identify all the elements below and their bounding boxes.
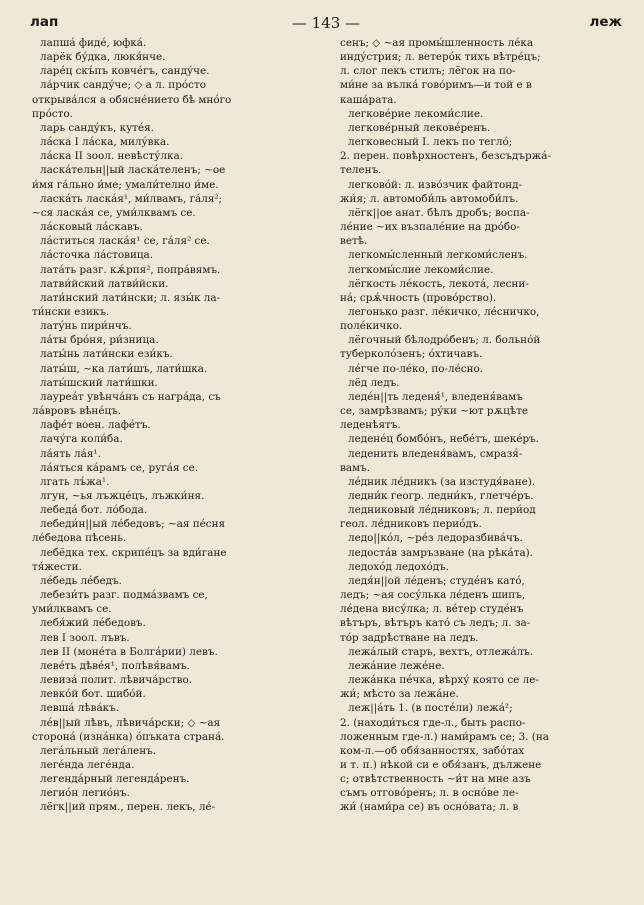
dictionary-line: каша́рата.	[340, 93, 397, 106]
dictionary-line: поле́кичко.	[340, 320, 403, 333]
dictionary-line: ми́не за вълка́ гово́римъ—и той е в	[340, 79, 532, 92]
dictionary-line: латви́йский латви́йски.	[40, 277, 169, 290]
dictionary-line: лёгочный бѣлодро́бенъ; л. больно́й	[348, 334, 541, 347]
dictionary-line: легковесный I. лекъ по тегло́;	[348, 136, 513, 149]
dictionary-line: лебеда́ бот. ло́бода.	[40, 504, 148, 517]
dictionary-line: лежа́ние леже́не.	[348, 659, 445, 672]
dictionary-line: тя́жести.	[32, 560, 82, 573]
dictionary-line: леве́ть дѣве́я¹, полѣвя́вамъ.	[40, 659, 190, 672]
dictionary-line: легио́н легио́нъ.	[40, 787, 130, 800]
dictionary-line: ла́ска II зоол. невѣсту́лка.	[40, 150, 183, 163]
header-right-guideword: леж	[589, 14, 622, 30]
dictionary-line: лёгк||ий прям., перен. лекъ, ле́-	[40, 801, 216, 814]
dictionary-line: и́мя га́льно и́ме; умали́телно и́ме.	[32, 178, 219, 191]
dictionary-line: легково́й: л. изво́зчик файтонд-	[348, 178, 523, 191]
page-header	[30, 14, 622, 36]
dictionary-line: ла́яться ка́рамъ се, руга́я се.	[40, 461, 199, 474]
dictionary-line: ла́ститься ласка́я¹ се, га́ля² се.	[40, 235, 210, 248]
dictionary-line: ларёк бу́дка, люкя́нче.	[40, 51, 166, 64]
dictionary-line: ле́бедова пѣсень.	[32, 532, 127, 545]
dictionary-line: жи́я; л. автомоби́ль автомоби́лъ.	[340, 192, 519, 205]
dictionary-line: ледя́н||ой ле́денъ; студе́нъ като́,	[348, 574, 525, 587]
dictionary-line: сторона́ (изна́нка) о́пъката страна́.	[32, 730, 225, 743]
dictionary-line: геол. ле́дниковъ перио́дъ.	[340, 518, 482, 531]
dictionary-line: левко́й бот. шибо́й.	[40, 688, 146, 701]
dictionary-line: ледниковый ле́дниковъ; л. пери́од	[348, 504, 536, 517]
dictionary-line: л. слог лекъ стилъ; лёгок на по-	[340, 65, 516, 78]
dictionary-line: леденѣятъ.	[340, 419, 401, 432]
dictionary-line: лёд ледъ.	[348, 376, 400, 389]
dictionary-line: легонько разг. ле́кичко, ле́сничко,	[348, 305, 540, 318]
dictionary-line: лгун, ~ья лъжце́цъ, лъжки́ня.	[40, 490, 205, 502]
dictionary-line: лачу́га коли́ба.	[40, 433, 123, 446]
dictionary-line: легкомы́слие лекоми́слие.	[348, 263, 494, 276]
dictionary-line: съмъ отгово́ренъ; л. в осно́ве ле-	[340, 787, 519, 800]
left-column	[32, 36, 328, 896]
dictionary-line: ледене́ц бомбо́нъ, небе́тъ, шеке́ръ.	[348, 433, 540, 446]
dictionary-line: открыва́лся а обясне́нието бѣ мно́го	[32, 93, 232, 106]
dictionary-line: ласка́тельн||ый ласка́теленъ; ~ое	[40, 164, 226, 177]
right-column	[340, 36, 630, 896]
dictionary-line: лебёдка тех. скрипе́цъ за вди́гане	[40, 546, 227, 559]
dictionary-line: левиза́ полит. лѣвича́рство.	[40, 674, 193, 687]
dictionary-line: уми́лквамъ се.	[32, 603, 112, 616]
dictionary-line: ларе́ц скъ́пъ ковче́гъ, санду́че.	[40, 65, 210, 78]
dictionary-line: ~ся ласка́я се, уми́лквамъ се.	[32, 206, 196, 219]
dictionary-line: ла́сковый ла́скавъ.	[40, 221, 143, 234]
dictionary-line: лебя́жий ле́бедовъ.	[40, 617, 146, 630]
dictionary-line: ледохо́д ледохо́дъ.	[348, 560, 450, 573]
dictionary-line: ла́ска I ла́ска, милу́вка.	[40, 136, 170, 149]
dictionary-line: ле́бедь ле́бедъ.	[40, 574, 122, 587]
dictionary-line: ла́ты бро́ня, ри́зница.	[40, 334, 159, 347]
dictionary-line: с; отвѣтственность ~и́т на мне азъ	[340, 773, 531, 786]
dictionary-line: ледни́к геогр. ледни́къ, глетче́ръ.	[348, 490, 534, 502]
dictionary-line: леж||а́ть 1. (в посте́ли) лежа́²;	[348, 702, 513, 715]
dictionary-line: лежа́лый старъ, вехтъ, отлежа́лъ.	[348, 645, 534, 658]
dictionary-line: лафе́т воен. лафе́тъ.	[40, 419, 151, 432]
dictionary-line: ком-л.—об обя́занностях, забо́тах	[340, 744, 525, 757]
dictionary-line: лату́нь пири́нчъ.	[40, 320, 132, 333]
dictionary-line: и т. п.) нѣкой си е обя́занъ, дължене	[340, 758, 542, 771]
page-number: — 143 —	[291, 14, 361, 32]
dictionary-line: лати́нский лати́нски; л. язы́к ла-	[40, 291, 221, 304]
dictionary-line: лев I зоол. лъвъ.	[40, 631, 130, 644]
dictionary-line: 2. перен. повѣрхностенъ, безсъдържа́-	[340, 150, 551, 163]
dictionary-line: лебези́ть разг. подма́звамъ се,	[40, 589, 208, 602]
header-left-guideword: лап	[30, 14, 59, 30]
dictionary-line: ветѣ.	[340, 235, 368, 248]
dictionary-line: леге́нда леге́нда.	[40, 758, 135, 771]
dictionary-line: ледоста́в замръзване (на рѣка́та).	[348, 546, 533, 559]
dictionary-line: ле́дена вису́лка; л. ве́тер студе́нъ	[340, 603, 524, 616]
dictionary-line: се, замрѣзвамъ; ру́ки ~ют рѫцѣте	[340, 405, 528, 418]
dictionary-line: лев II (моне́та в Болга́рии) левъ.	[40, 645, 218, 658]
dictionary-line: латы́ш, ~ка лати́шъ, лати́шка.	[40, 362, 208, 375]
dictionary-line: лёгк||ое анат. бѣлъ дробъ; воспа-	[348, 206, 530, 219]
dictionary-line: жи́ (нами́ра се) въ осно́вата; л. в	[340, 801, 519, 814]
dictionary-line: вамъ.	[340, 461, 371, 474]
dictionary-line: инду́стрия; л. ветеро́к тихъ вѣтре́цъ;	[340, 51, 541, 64]
dictionary-line: ле́дник ле́дникъ (за изстудя́ване).	[348, 475, 536, 488]
dictionary-line: вѣтъръ, вѣтъръ като́ съ ледъ; л. за-	[340, 617, 531, 630]
dictionary-line: ла́сточка ла́стовица.	[40, 249, 154, 262]
dictionary-line: 2. (находи́ться где-л., быть распо-	[340, 716, 526, 729]
dictionary-line: ле́гче по-ле́ко, по-ле́сно.	[348, 362, 484, 375]
dictionary-line: лгать лъ́жа¹.	[40, 475, 110, 488]
dictionary-line: лёгкость ле́кость, лекота́, лесни-	[348, 277, 529, 290]
dictionary-line: ле́ние ~их възпале́ние на дро́бо-	[340, 221, 520, 234]
dictionary-line: то́р задрѣстване на ледъ.	[340, 631, 479, 644]
dictionary-line: ти́нски езикъ.	[32, 305, 110, 318]
dictionary-line: ла́ять ла́я¹.	[40, 447, 101, 460]
dictionary-line: ледъ; ~ая сосу́лька ле́денъ шипъ,	[340, 589, 526, 602]
dictionary-line: лебеди́н||ый ле́бедовъ; ~ая пе́сня	[40, 518, 226, 531]
dictionary-line: латы́шский лати́шки.	[40, 376, 158, 389]
dictionary-line: лапша́ фиде́, юфка́.	[40, 37, 147, 49]
dictionary-line: ле́в||ый лѣвъ, лѣвича́рски; ◇ ~ая	[40, 716, 221, 729]
dictionary-line: на́; срѫ́чность (прово́рство).	[340, 291, 497, 304]
dictionary-line: ласка́ть ласка́я¹, ми́лвамъ, га́ля²;	[40, 192, 223, 205]
dictionary-line: легкомы́сленный легкоми́сленъ.	[348, 249, 528, 262]
dictionary-line: про́сто.	[32, 107, 73, 120]
dictionary-line: ла́рчик санду́че; ◇ а л. про́сто	[40, 79, 206, 92]
dictionary-line: легенда́рный легенда́ренъ.	[40, 773, 190, 786]
dictionary-line: легкове́рие лекоми́слие.	[348, 107, 484, 120]
dictionary-line: ледо||ко́л, ~ре́з ледоразбива́чъ.	[348, 532, 523, 545]
dictionary-line: легкове́рный лекове́ренъ.	[348, 121, 491, 134]
dictionary-line: латы́нь лати́нски ези́къ.	[40, 348, 173, 361]
dictionary-line: лата́ть разг. кѫ́рпя², попра́вямъ.	[40, 263, 221, 276]
dictionary-line: теленъ.	[340, 164, 382, 177]
dictionary-line: туберколо́зенъ; о́хтичавъ.	[340, 348, 483, 361]
dictionary-line: ложенным где-л.) нами́рамъ се; 3. (на	[340, 730, 549, 743]
dictionary-line: жи́; мѣсто за лежа́не.	[340, 688, 459, 701]
dictionary-line: ларь санду́къ, куте́я.	[40, 121, 154, 134]
dictionary-line: леденить вледеня́вамъ, смразя́-	[348, 447, 523, 460]
dictionary-line: лега́льный лега́ленъ.	[40, 744, 157, 757]
dictionary-line: сенъ; ◇ ~ая промы́шленность ле́ка	[340, 37, 534, 49]
dictionary-line: левша́ лѣва́къ.	[40, 702, 120, 715]
dictionary-line: лежа́нка пе́чка, вѣрху́ която се ле-	[348, 674, 539, 687]
dictionary-line: леде́н||ть леденя́¹, вледеня́вамъ	[348, 390, 523, 403]
dictionary-line: ла́вровъ вѣне́цъ.	[32, 405, 122, 418]
dictionary-line: лауреа́т увѣнча́нъ съ награ́да, съ	[40, 390, 221, 403]
